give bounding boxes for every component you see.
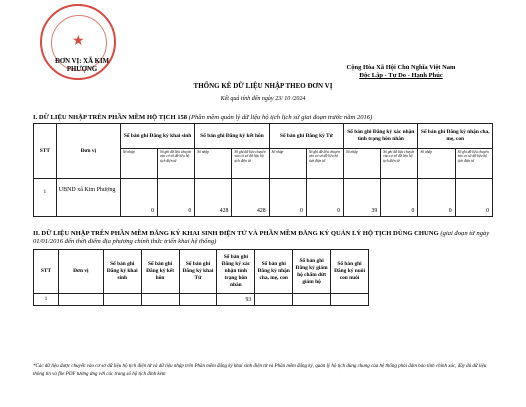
sub-converted: Số ghi dữ liệu chuyển vào cơ sở dữ liệu hộ tịch điện tử bbox=[232, 149, 269, 179]
cell-value: 0 bbox=[269, 179, 306, 217]
section1-title: I. DỮ LIỆU NHẬP TRÊN PHẦN MỀM HỘ TỊCH 158 bbox=[33, 114, 188, 121]
issuing-unit-line1: ĐƠN VỊ: XÃ KIM bbox=[54, 58, 110, 65]
col-birth: Số bản ghi Đăng ký khai sinh bbox=[103, 250, 141, 294]
seal-star-icon: ★ bbox=[72, 34, 85, 49]
table-row bbox=[34, 294, 369, 306]
cell-value bbox=[255, 294, 293, 306]
national-motto: Độc Lập - Tự Do - Hạnh Phúc bbox=[359, 72, 443, 79]
cell-value: 93 bbox=[217, 294, 255, 306]
row-stt: 1 bbox=[34, 294, 59, 306]
report-date: Kết quả tính đến ngày 23/ 10 /2024 bbox=[220, 96, 306, 102]
sub-converted: Số ghi dữ liệu chuyển vào cơ sở dữ liệu hộ tịch điện tử bbox=[158, 149, 195, 179]
section1-header-row bbox=[34, 124, 493, 149]
issuing-unit-line2: PHƯỢNG bbox=[66, 66, 98, 73]
section2-header-row bbox=[34, 250, 369, 294]
section2-note: (giai đoạn từ ngày 01/01/2016 đến thời điểm địa phương chính thức triển khai hệ thống) bbox=[33, 230, 490, 245]
section2-table bbox=[33, 249, 369, 306]
col-death: Số bản ghi Đăng ký Tử bbox=[269, 124, 343, 149]
row-unit: UBND xã Kim Phượng bbox=[56, 179, 120, 217]
col-guardianship: Số bản ghi Đăng ký giám hộ chấm dứt giám hộ bbox=[293, 250, 331, 294]
sub-entered: Số nhập bbox=[344, 149, 381, 179]
table-row bbox=[34, 179, 493, 217]
col-birth: Số bản ghi Đăng ký khai sinh bbox=[120, 124, 194, 149]
nation-name: Cộng Hòa Xã Hội Chủ Nghĩa Việt Nam bbox=[346, 64, 456, 71]
cell-value: 0 bbox=[381, 179, 418, 217]
col-marital-status: Số bản ghi Đăng ký xác nhận tình trạng hôn nhân bbox=[217, 250, 255, 294]
cell-value: 428 bbox=[232, 179, 269, 217]
col-unit: Đơn vị bbox=[58, 250, 103, 294]
cell-value bbox=[293, 294, 331, 306]
row-stt: 1 bbox=[34, 179, 57, 217]
section1-note: (Phần mềm quản lý dữ liệu hộ tịch lịch sử giai đoạn trước năm 2016) bbox=[188, 114, 373, 121]
cell-value bbox=[103, 294, 141, 306]
issuing-unit bbox=[22, 58, 142, 74]
national-heading bbox=[326, 64, 476, 80]
col-parent-recognition: Số bản ghi Đăng ký nhận cha, mẹ, con bbox=[418, 124, 493, 149]
col-death: Số bản ghi Đăng ký khai Tử bbox=[179, 250, 217, 294]
sub-entered: Số nhập bbox=[269, 149, 306, 179]
col-adoption: Số bản ghi Đăng ký nuôi con nuôi bbox=[331, 250, 369, 294]
sub-converted: Số ghi dữ liệu chuyển vào cơ sở dữ liệu hộ tịch điện tử bbox=[306, 149, 343, 179]
section2-heading bbox=[33, 230, 493, 245]
cell-value bbox=[331, 294, 369, 306]
section1-table bbox=[33, 123, 493, 217]
sub-entered: Số nhập bbox=[120, 149, 157, 179]
col-unit: Đơn vị bbox=[56, 124, 120, 179]
section2-title: II. DỮ LIỆU NHẬP TRÊN PHẦN MỀM ĐĂNG KÝ KHAI SINH ĐIỆN TỬ VÀ PHẦN MỀM ĐĂNG KÝ QUẢN LÝ HỘ TỊCH DÙNG CHUNG bbox=[33, 230, 439, 237]
report-title: THỐNG KÊ DỮ LIỆU NHẬP THEO ĐƠN VỊ bbox=[193, 82, 333, 90]
col-marriage: Số bản ghi Đăng ký kết hôn bbox=[141, 250, 179, 294]
cell-value: 0 bbox=[418, 179, 455, 217]
cell-value bbox=[179, 294, 217, 306]
cell-value: 39 bbox=[344, 179, 381, 217]
col-stt: STT bbox=[34, 124, 57, 179]
sub-entered: Số nhập bbox=[195, 149, 232, 179]
cell-value: 0 bbox=[120, 179, 157, 217]
footnote: *Các dữ liệu được chuyển vào cơ sở dữ liệu hộ tịch điện tử và dữ liệu nhập trên Phần mềm đăng ký khai sinh điện tử và Phần mềm đăng ký, quản lý hộ tịch dùng chung của hệ thống phải đảm bảo tính chính xác, đầy đủ dữ liệu thông tin và file PDF tương ứng với các trang sổ hộ tịch đính kèm bbox=[33, 364, 487, 377]
col-marriage: Số bản ghi Đăng ký kết hôn bbox=[195, 124, 269, 149]
cell-value: 0 bbox=[158, 179, 195, 217]
col-stt: STT bbox=[34, 250, 59, 294]
cell-value: 0 bbox=[455, 179, 492, 217]
col-parent-recognition: Số bản ghi Đăng ký nhận cha, mẹ, con bbox=[255, 250, 293, 294]
col-marital-status: Số bản ghi Đăng ký xác nhận tình trạng hôn nhân bbox=[344, 124, 418, 149]
sub-entered: Số nhập bbox=[418, 149, 455, 179]
cell-value: 0 bbox=[306, 179, 343, 217]
section1-heading bbox=[33, 114, 372, 122]
cell-value: 428 bbox=[195, 179, 232, 217]
sub-converted: Số ghi dữ liệu chuyển vào cơ sở dữ liệu hộ tịch điện tử bbox=[455, 149, 492, 179]
cell-value bbox=[141, 294, 179, 306]
row-unit bbox=[58, 294, 103, 306]
sub-converted: Số ghi dữ liệu chuyển vào cơ sở dữ liệu hộ tịch điện tử bbox=[381, 149, 418, 179]
